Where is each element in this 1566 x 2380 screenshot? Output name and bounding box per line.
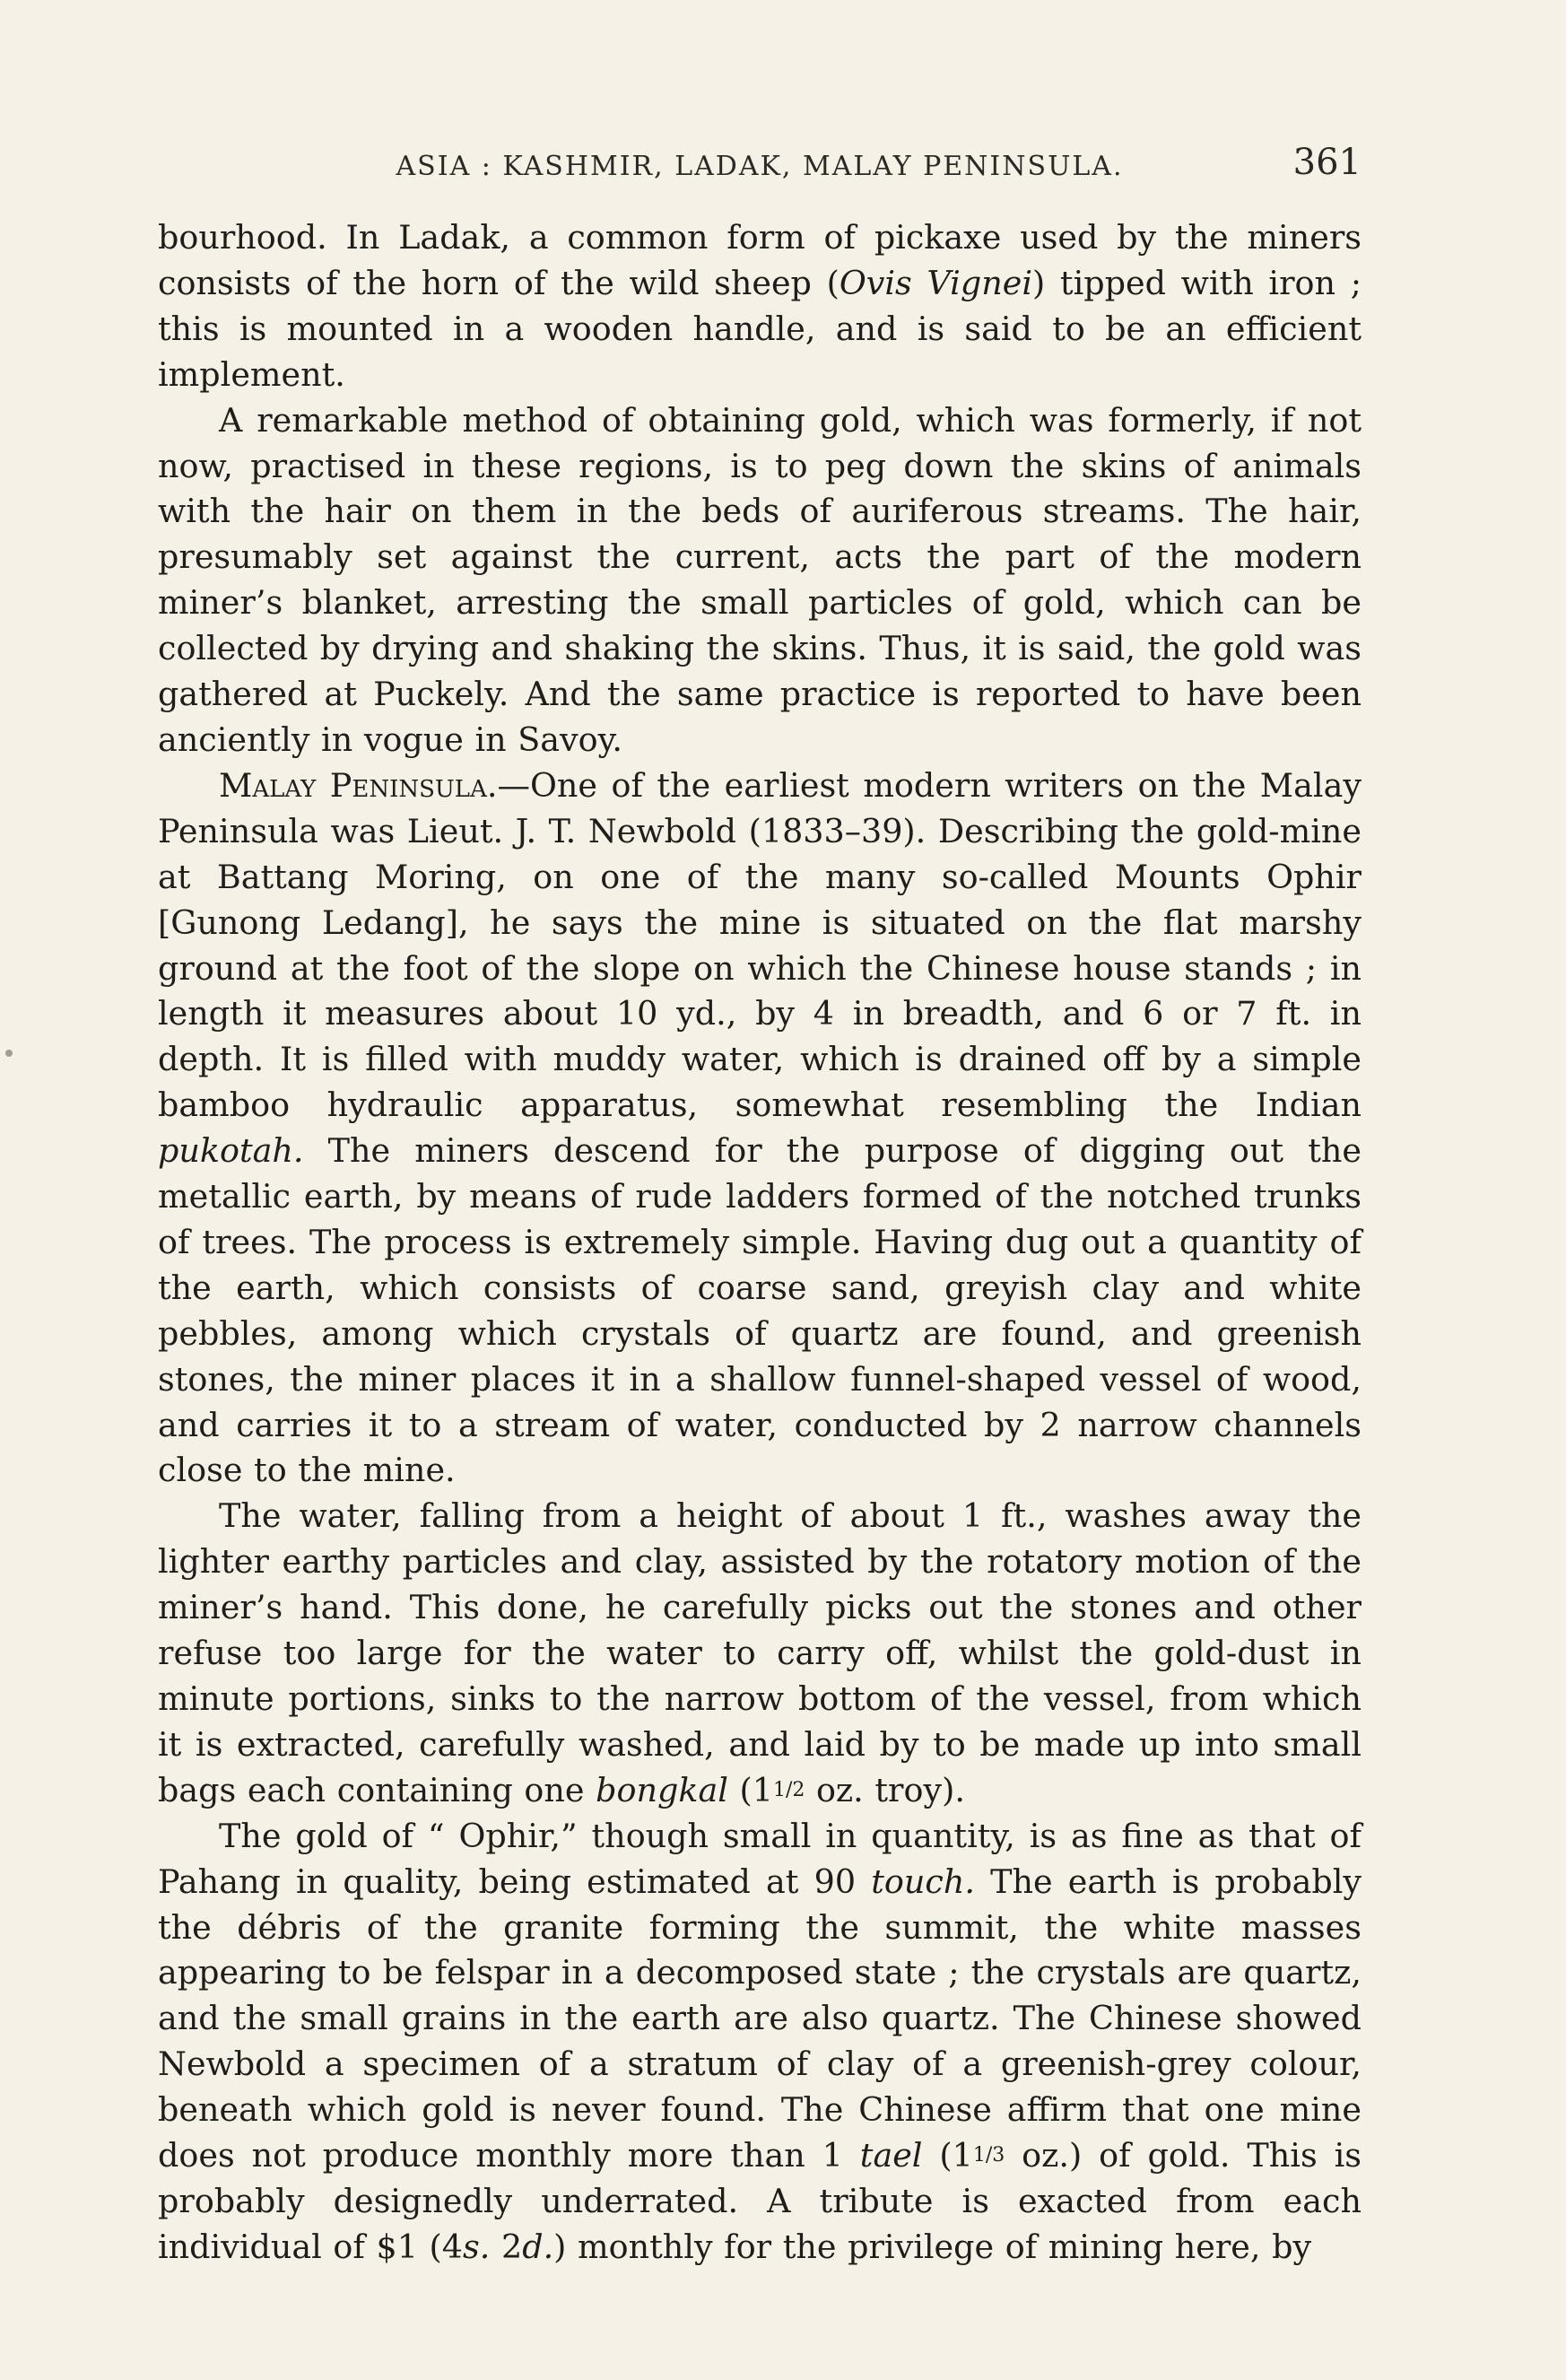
paragraph-3	[158, 763, 1362, 1495]
paragraph-5-italic-touch: touch.	[871, 1861, 975, 1901]
paragraph-5-italic-pence: d.	[522, 2227, 554, 2266]
body-text	[158, 215, 1362, 2271]
paragraph-5-text-j: ) monthly for the privilege of mining here, by	[553, 2227, 1312, 2266]
section-heading-malay-peninsula: Malay Peninsula.	[219, 765, 498, 805]
paragraph-5-text-f: oz.) of gold. This is probably designedly underrated. A tribute is exacted from each individual of $1 (4	[158, 2136, 1362, 2266]
paragraph-3-text-a: —One of the earliest modern writers on the Malay Peninsula was Lieut. J. T. Newbold (1833–39). Describing the gold-mine at Battang Moring, on one of the many so-called Mounts Ophir [Gunong Ledang], he says the mine is situated on the flat marshy ground at the foot of the slope on which the Chinese house stands ; in length it measures about 10 yd., by 4 in breadth, and 6 or 7 ft. in depth. It is filled with muddy water, which is drained off by a simple bamboo hydraulic apparatus, somewhat resembling the Indian	[158, 765, 1362, 1125]
paragraph-4-text-a: The water, falling from a height of about 1 ft., washes away the lighter earthy particles and clay, assisted by the rotatory motion of the miner’s hand. This done, he carefully picks out the stones and other refuse too large for the water to carry off, whilst the gold-dust in minute portions, sinks to the narrow bottom of the vessel, from which it is extracted, carefully washed, and laid by to be made up into small bags each containing one	[158, 1496, 1362, 1809]
paragraph-5-italic-tael: tael	[859, 2136, 923, 2175]
paragraph-1-text-c: ) tipped with iron ; this is mounted in a wooden handle, and is said to be an efficient implement.	[158, 263, 1362, 394]
paragraph-5-text-h: 2	[490, 2227, 523, 2266]
paragraph-2: A remarkable method of obtaining gold, which was formerly, if not now, practised in these regions, is to peg down the skins of animals with the hair on them in the beds of auriferous streams. The hair, presumably set against the current, acts the part of the modern miner’s blanket, arresting the small particles of gold, which can be collected by drying and shaking the skins. Thus, it is said, the gold was gathered at Puckely. And the same practice is reported to have been anciently in vogue in Savoy.	[158, 400, 1362, 759]
fraction-third: 1/3	[972, 2144, 1005, 2167]
paragraph-5-text-a: The gold of “ Ophir,” though small in quantity, is as fine as that of Pahang in quality, being estimated at 90	[158, 1816, 1362, 1901]
paragraph-1-text-a: bourhood. In Ladak, a common form of pickaxe used by the miners consists of the horn of the wild sheep (	[158, 218, 1362, 302]
stray-mark	[5, 1050, 13, 1057]
fraction-half: 1/2	[772, 1778, 805, 1801]
paragraph-1	[158, 215, 1362, 398]
paragraph-1-italic-species: Ovis Vignei	[839, 263, 1033, 302]
paragraph-5-text-e: (1	[922, 2136, 973, 2175]
paragraph-3-text-c: The miners descend for the purpose of digging out the metallic earth, by means of rude ladders formed of the notched trunks of trees. The process is extremely simple. Having dug out a quantity of the earth, which consists of coarse sand, greyish clay and white pebbles, among which crystals of quartz are found, and greenish stones, the miner places it in a shallow funnel-shaped vessel of wood, and carries it to a stream of water, conducted by 2 narrow channels close to the mine.	[158, 1131, 1362, 1490]
paragraph-4	[158, 1494, 1362, 1813]
paragraph-5-text-c: The earth is probably the débris of the granite forming the summit, the white masses appearing to be felspar in a decomposed state ; the crystals are quartz, and the small grains in the earth are also quartz. The Chinese showed Newbold a specimen of a stratum of clay of a greenish-grey colour, beneath which gold is never found. The Chinese affirm that one mine does not produce monthly more than 1	[158, 1861, 1362, 2175]
running-title: ASIA : KASHMIR, LADAK, MALAY PENINSULA.	[396, 151, 1124, 182]
paragraph-3-italic-pukotah: pukotah.	[158, 1131, 304, 1171]
paragraph-4-text-c: (1	[727, 1770, 773, 1809]
paragraph-5-italic-shilling: s.	[463, 2227, 491, 2266]
running-head	[158, 135, 1362, 215]
paragraph-4-italic-bongkal: bongkal	[596, 1770, 728, 1809]
paragraph-5	[158, 1814, 1362, 2271]
page	[158, 135, 1362, 2271]
page-number: 361	[1292, 142, 1362, 183]
paragraph-4-text-d: oz. troy).	[805, 1770, 965, 1809]
